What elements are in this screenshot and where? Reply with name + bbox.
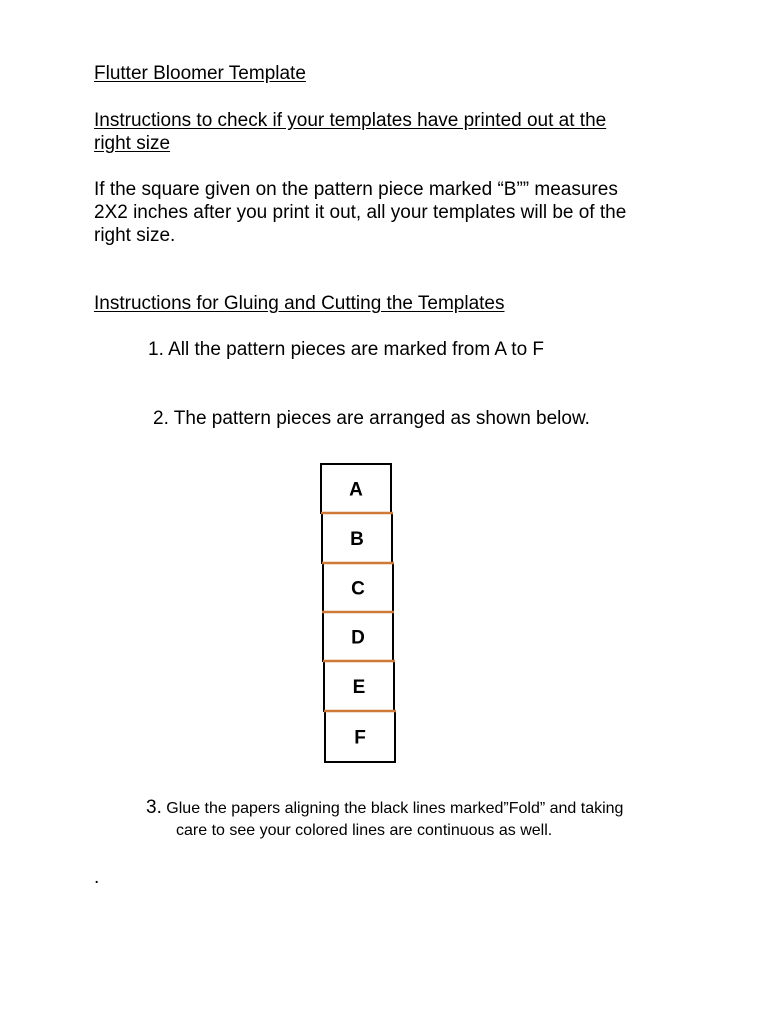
pattern-piece-label-c: C [351,578,365,600]
check-body-line-1: If the square given on the pattern piece marked “B”” measures [94,179,618,200]
check-body-line-2: 2X2 inches after you print it out, all your templates will be of the [94,202,627,223]
check-heading-line-2: right size [94,133,171,154]
trailing-dot: . [94,867,100,888]
check-heading-line-1: Instructions to check if your templates have printed out at the [94,110,607,131]
pattern-piece-stack [321,464,396,762]
step-3-line-2: care to see your colored lines are continuous as well. [176,822,553,839]
gluing-heading: Instructions for Gluing and Cutting the Templates [94,293,505,314]
pattern-piece-label-a: A [349,479,363,501]
step-1: 1. All the pattern pieces are marked from A to F [148,339,545,360]
step-3-line-1 [146,797,623,820]
pattern-piece-label-e: E [352,677,366,698]
step-2: 2. The pattern pieces are arranged as shown below. [153,408,590,429]
check-body-line-3: right size. [94,225,176,246]
document-title: Flutter Bloomer Template [94,63,306,84]
step-3-text: Glue the papers aligning the black lines marked”Fold” and taking [161,800,624,817]
step-3-number: 3. [146,797,162,818]
pattern-piece-label-d: D [351,627,365,649]
pattern-piece-label-b: B [350,529,364,550]
pattern-piece-label-f: F [354,727,366,749]
